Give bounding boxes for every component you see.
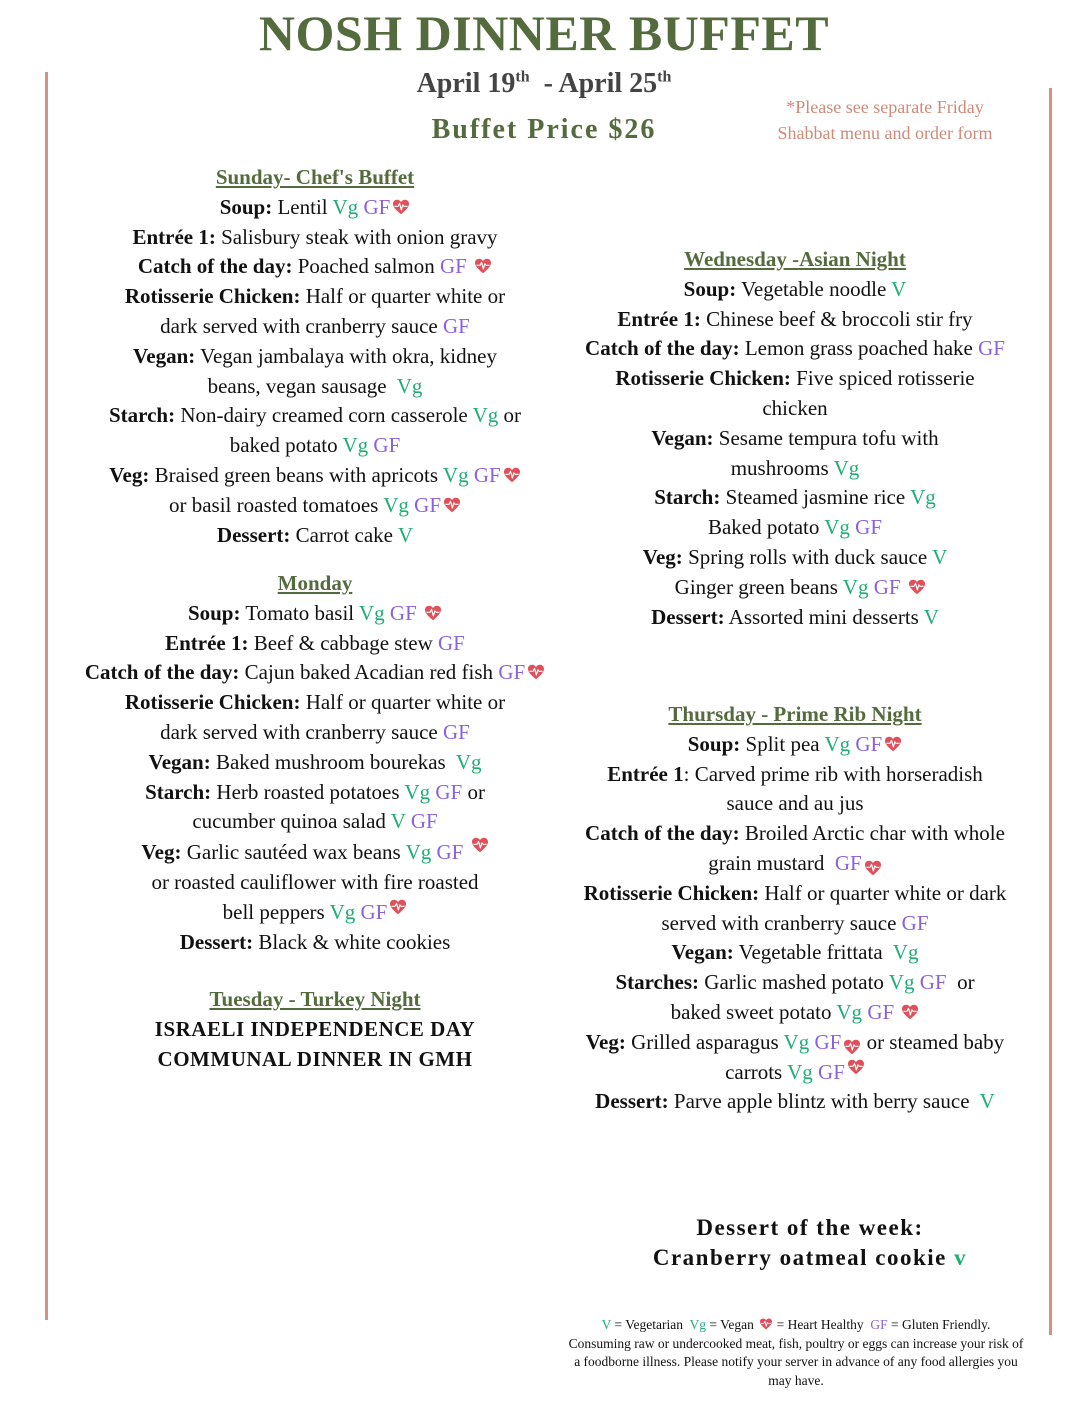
vegetarian-tag: V bbox=[891, 276, 907, 301]
gluten-friendly-tag: GF bbox=[360, 899, 388, 924]
item-label: Veg: bbox=[109, 462, 150, 487]
item-text: dark served with cranberry sauce bbox=[160, 719, 438, 744]
vegan-tag: Vg bbox=[472, 403, 499, 428]
date-end: April 25 bbox=[558, 68, 658, 99]
item-text: Baked potato bbox=[707, 515, 820, 540]
item-text: or bbox=[467, 779, 485, 804]
date-separator: - bbox=[543, 68, 553, 99]
menu-item-dessert bbox=[550, 603, 1040, 633]
dessert-of-week-item: Cranberry oatmeal cookie bbox=[652, 1245, 947, 1270]
menu-item-vegan-cont bbox=[550, 454, 1040, 484]
item-text: Spring rolls with duck sauce bbox=[688, 544, 928, 569]
item-text: dark served with cranberry sauce bbox=[160, 313, 438, 338]
item-text: : Carved prime rib with horseradish bbox=[683, 761, 983, 786]
vegan-tag: Vg bbox=[332, 194, 359, 219]
vegetarian-tag: v bbox=[954, 1245, 968, 1270]
menu-item-starch bbox=[550, 968, 1040, 998]
menu-item-veg-cont bbox=[60, 491, 570, 521]
menu-item-dessert bbox=[60, 928, 570, 958]
heart-healthy-icon bbox=[471, 837, 489, 853]
item-text: Garlic mashed potato bbox=[704, 970, 884, 995]
legend-def: = Vegan bbox=[709, 1317, 754, 1332]
heart-healthy-icon bbox=[392, 199, 410, 215]
item-label: Dessert: bbox=[179, 929, 254, 954]
item-label: Starch: bbox=[108, 403, 176, 428]
vegan-tag: Vg bbox=[404, 779, 431, 804]
item-text: Cajun baked Acadian red fish bbox=[244, 660, 494, 685]
menu-item-entree-cont bbox=[550, 789, 1040, 819]
vegan-tag: Vg bbox=[359, 600, 385, 625]
item-text: Assorted mini desserts bbox=[728, 604, 919, 629]
gluten-friendly-tag: GF bbox=[901, 910, 929, 935]
menu-item-veg-cont bbox=[60, 868, 570, 898]
day-heading: Monday bbox=[277, 571, 353, 595]
menu-item-starch bbox=[550, 483, 1040, 513]
menu-item-veg bbox=[60, 837, 570, 868]
gluten-friendly-tag: GF bbox=[867, 999, 895, 1024]
vegan-tag: Vg bbox=[342, 433, 369, 458]
item-text: Salisbury steak with onion gravy bbox=[221, 224, 498, 249]
vegan-tag: Vg bbox=[396, 373, 423, 398]
item-label: Starch: bbox=[654, 485, 721, 510]
gluten-friendly-tag: GF bbox=[855, 515, 883, 540]
gluten-friendly-tag: GF bbox=[373, 433, 401, 458]
item-label: Entrée 1: bbox=[617, 306, 701, 331]
item-text: or bbox=[503, 403, 522, 428]
item-text: Garlic sautéed wax beans bbox=[186, 840, 401, 865]
buffet-price: Buffet Price $26 bbox=[431, 114, 657, 145]
menu-item-starch-cont bbox=[60, 431, 570, 461]
gluten-friendly-tag: GF bbox=[363, 194, 391, 219]
vegetarian-tag: V bbox=[979, 1089, 995, 1114]
gluten-friendly-tag: GF bbox=[442, 313, 470, 338]
menu-item-starch bbox=[60, 778, 570, 808]
item-label: Catch of the day: bbox=[137, 254, 293, 279]
left-border-rule bbox=[45, 72, 48, 1320]
menu-item-entree bbox=[60, 223, 570, 253]
item-label: Veg: bbox=[642, 544, 683, 569]
item-text: Sesame tempura tofu with bbox=[718, 425, 939, 450]
legend-def: = Heart Healthy bbox=[776, 1317, 864, 1332]
heart-healthy-icon bbox=[864, 860, 882, 876]
gluten-friendly-tag: GF bbox=[978, 336, 1005, 361]
menu-item-soup bbox=[550, 730, 1040, 760]
heart-healthy-icon bbox=[908, 579, 926, 595]
item-label: Starches: bbox=[615, 970, 700, 995]
item-label: Catch of the day: bbox=[585, 821, 740, 846]
item-label: Veg: bbox=[585, 1029, 626, 1054]
item-label: Soup: bbox=[687, 731, 741, 756]
item-label: Veg: bbox=[141, 840, 182, 865]
item-text: sauce and au jus bbox=[726, 791, 864, 816]
gluten-friendly-tag: GF bbox=[435, 779, 463, 804]
item-text: Carrot cake bbox=[295, 522, 394, 547]
item-text: Vegetable frittata bbox=[738, 940, 883, 965]
heart-healthy-icon bbox=[474, 258, 492, 274]
item-label: Rotisserie Chicken: bbox=[124, 284, 301, 309]
heart-healthy-icon bbox=[527, 664, 545, 680]
item-text: Parve apple blintz with berry sauce bbox=[673, 1089, 970, 1114]
menu-item-catch bbox=[550, 819, 1040, 849]
item-text: mushrooms bbox=[730, 455, 829, 480]
menu-item-chicken bbox=[60, 688, 570, 718]
item-text: baked potato bbox=[229, 433, 338, 458]
item-text: or basil roasted tomatoes bbox=[168, 492, 379, 517]
menu-item-veg-cont bbox=[60, 898, 570, 928]
menu-item-catch bbox=[60, 252, 570, 282]
menu-item-vegan bbox=[550, 424, 1040, 454]
gluten-friendly-tag: GF bbox=[818, 1059, 845, 1084]
menu-item-vegan bbox=[60, 748, 570, 778]
date-end-suffix: th bbox=[657, 68, 672, 86]
day-heading: Wednesday -Asian Night bbox=[684, 247, 906, 271]
vegan-tag: Vg bbox=[824, 731, 851, 756]
menu-item-vegan bbox=[550, 938, 1040, 968]
item-text: Herb roasted potatoes bbox=[216, 779, 400, 804]
item-label: Vegan: bbox=[148, 749, 211, 774]
menu-item-veg bbox=[60, 461, 570, 491]
vegan-tag: Vg bbox=[455, 749, 482, 774]
vegan-tag: Vg bbox=[442, 462, 469, 487]
gluten-friendly-tag: GF bbox=[498, 660, 526, 685]
gluten-friendly-tag: GF bbox=[442, 719, 470, 744]
item-label: Dessert: bbox=[595, 1089, 669, 1114]
gluten-friendly-tag: GF bbox=[814, 1029, 842, 1054]
item-text: or steamed baby bbox=[866, 1029, 1005, 1054]
item-label: Starch: bbox=[145, 779, 212, 804]
item-text: Poached salmon bbox=[297, 254, 435, 279]
shabbat-note-line: *Please see separate Friday bbox=[786, 97, 984, 117]
vegan-tag: Vg bbox=[383, 492, 409, 517]
menu-item-vegan bbox=[60, 342, 570, 372]
gluten-friendly-tag: GF bbox=[414, 492, 442, 517]
menu-item-catch bbox=[60, 658, 570, 688]
allergy-disclaimer: Consuming raw or undercooked meat, fish, poultry or eggs can increase your risk of a foodborne illness. Please notify your server in advance of any food allergies you may have. bbox=[568, 1335, 1024, 1388]
menu-item-chicken-cont bbox=[60, 718, 570, 748]
gluten-friendly-tag: GF bbox=[870, 1317, 888, 1332]
item-label: Soup: bbox=[219, 194, 273, 219]
item-text: Lentil bbox=[277, 194, 328, 219]
gluten-friendly-tag: GF bbox=[919, 970, 947, 995]
heart-healthy-icon bbox=[503, 467, 521, 483]
menu-item-chicken bbox=[550, 879, 1040, 909]
item-text: Broiled Arctic char with whole bbox=[744, 821, 1005, 846]
item-text: baked sweet potato bbox=[670, 999, 832, 1024]
menu-item-dessert bbox=[60, 521, 570, 551]
vegan-tag: Vg bbox=[405, 840, 432, 865]
vegan-tag: Vg bbox=[836, 999, 863, 1024]
vegetarian-tag: V bbox=[923, 604, 939, 629]
item-text: Black & white cookies bbox=[258, 929, 451, 954]
menu-item-veg bbox=[550, 543, 1040, 573]
item-text: Steamed jasmine rice bbox=[725, 485, 906, 510]
vegan-tag: Vg bbox=[888, 970, 915, 995]
menu-item-entree bbox=[60, 629, 570, 659]
vegan-tag: Vg bbox=[833, 455, 860, 480]
heart-healthy-icon bbox=[389, 899, 407, 915]
item-text: or roasted cauliflower with fire roasted bbox=[151, 869, 479, 894]
shabbat-note bbox=[735, 94, 1035, 146]
heart-healthy-icon bbox=[443, 497, 461, 513]
gluten-friendly-tag: GF bbox=[873, 574, 901, 599]
item-text: Grilled asparagus bbox=[631, 1029, 779, 1054]
menu-item-entree bbox=[550, 760, 1040, 790]
item-label: Vegan: bbox=[651, 425, 714, 450]
dessert-of-the-week bbox=[580, 1213, 1040, 1273]
menu-item-soup bbox=[60, 193, 570, 223]
item-text: Braised green beans with apricots bbox=[154, 462, 439, 487]
gluten-friendly-tag: GF bbox=[389, 600, 417, 625]
item-text: Half or quarter white or bbox=[305, 690, 506, 715]
vegan-tag: Vg bbox=[787, 1059, 813, 1084]
menu-title: NOSH DINNER BUFFET bbox=[258, 5, 830, 61]
item-label: Entrée 1: bbox=[132, 224, 216, 249]
vegetarian-tag: V bbox=[601, 1317, 612, 1332]
menu-item-veg-cont bbox=[550, 573, 1040, 603]
item-text: Vegetable noodle bbox=[741, 276, 887, 301]
item-text: or bbox=[957, 970, 975, 995]
tuesday-note: COMMUNAL DINNER IN GMH bbox=[157, 1046, 473, 1071]
item-text: Lemon grass poached hake bbox=[744, 336, 973, 361]
item-text: Vegan jambalaya with okra, kidney bbox=[200, 343, 497, 368]
item-text: bell peppers bbox=[222, 899, 325, 924]
dessert-of-week-item-line bbox=[580, 1243, 1040, 1273]
heart-healthy-icon bbox=[847, 1059, 865, 1075]
menu-item-starch bbox=[60, 401, 570, 431]
item-label: Rotisserie Chicken: bbox=[615, 366, 791, 391]
vegetarian-tag: V bbox=[390, 809, 406, 834]
heart-healthy-icon bbox=[424, 605, 442, 621]
item-label: Rotisserie Chicken: bbox=[583, 880, 760, 905]
wednesday-menu bbox=[550, 245, 1040, 632]
gluten-friendly-tag: GF bbox=[410, 809, 438, 834]
thursday-menu bbox=[550, 700, 1040, 1117]
heart-healthy-icon bbox=[843, 1039, 861, 1055]
tuesday-note: ISRAELI INDEPENDENCE DAY bbox=[154, 1016, 476, 1041]
heart-healthy-icon bbox=[759, 1318, 773, 1330]
legend-def: = Gluten Friendly. bbox=[891, 1317, 991, 1332]
tuesday-menu bbox=[90, 985, 540, 1074]
item-text: grain mustard bbox=[708, 850, 825, 875]
vegetarian-tag: V bbox=[397, 522, 414, 547]
gluten-friendly-tag: GF bbox=[473, 462, 501, 487]
item-text: Ginger green beans bbox=[674, 574, 838, 599]
item-text: Baked mushroom bourekas bbox=[215, 749, 446, 774]
item-label: Catch of the day: bbox=[585, 336, 740, 361]
gluten-friendly-tag: GF bbox=[440, 254, 467, 279]
monday-menu bbox=[60, 569, 570, 957]
day-heading: Thursday - Prime Rib Night bbox=[668, 702, 922, 726]
item-label: Vegan: bbox=[133, 343, 196, 368]
item-label: Dessert: bbox=[216, 522, 291, 547]
item-label: Catch of the day: bbox=[84, 660, 240, 685]
vegan-tag: Vg bbox=[910, 485, 936, 510]
menu-item-entree bbox=[550, 305, 1040, 335]
item-text: Split pea bbox=[745, 731, 820, 756]
item-label: Vegan: bbox=[671, 940, 734, 965]
gluten-friendly-tag: GF bbox=[436, 840, 464, 865]
item-text: Half or quarter white or dark bbox=[764, 880, 1007, 905]
menu-item-chicken-cont bbox=[60, 312, 570, 342]
menu-item-soup bbox=[60, 599, 570, 629]
vegan-tag: Vg bbox=[892, 940, 919, 965]
menu-item-starch-cont bbox=[550, 513, 1040, 543]
day-heading: Tuesday - Turkey Night bbox=[209, 987, 421, 1011]
legend-def: = Vegetarian bbox=[614, 1317, 683, 1332]
legend-line bbox=[565, 1316, 1027, 1335]
day-heading: Sunday- Chef's Buffet bbox=[215, 165, 415, 189]
menu-item-veg-cont bbox=[550, 1058, 1040, 1088]
menu-item-chicken-cont bbox=[550, 909, 1040, 939]
item-label: Rotisserie Chicken: bbox=[124, 690, 301, 715]
menu-item-starch-cont bbox=[550, 998, 1040, 1028]
heart-healthy-icon bbox=[884, 736, 902, 752]
item-text: carrots bbox=[725, 1059, 783, 1084]
vegan-tag: Vg bbox=[689, 1317, 706, 1332]
menu-item-catch-cont bbox=[550, 849, 1040, 879]
right-border-rule bbox=[1049, 88, 1052, 1335]
menu-item-veg bbox=[550, 1028, 1040, 1058]
item-text: Five spiced rotisserie bbox=[796, 366, 975, 391]
vegan-tag: Vg bbox=[783, 1029, 810, 1054]
vegan-tag: Vg bbox=[824, 515, 850, 540]
date-start-suffix: th bbox=[515, 68, 530, 86]
gluten-friendly-tag: GF bbox=[438, 630, 465, 655]
item-label: Entrée 1: bbox=[165, 630, 249, 655]
vegan-tag: Vg bbox=[842, 574, 869, 599]
heart-healthy-icon bbox=[901, 1004, 919, 1020]
menu-item-soup bbox=[550, 275, 1040, 305]
item-text: Non-dairy creamed corn casserole bbox=[180, 403, 468, 428]
item-label: Dessert: bbox=[651, 604, 725, 629]
item-text: Beef & cabbage stew bbox=[253, 630, 433, 655]
item-label: Soup: bbox=[683, 276, 737, 301]
menu-item-vegan-cont bbox=[60, 372, 570, 402]
menu-item-chicken bbox=[550, 364, 1040, 394]
item-text: chicken bbox=[762, 395, 828, 420]
sunday-menu bbox=[60, 163, 570, 550]
item-text: cucumber quinoa salad bbox=[192, 809, 386, 834]
gluten-friendly-tag: GF bbox=[855, 731, 883, 756]
menu-item-dessert bbox=[550, 1087, 1040, 1117]
gluten-friendly-tag: GF bbox=[834, 850, 862, 875]
item-label: Entrée 1 bbox=[607, 761, 684, 786]
item-text: Half or quarter white or bbox=[305, 284, 506, 309]
shabbat-note-line: Shabbat menu and order form bbox=[777, 123, 993, 143]
dessert-of-week-label: Dessert of the week: bbox=[696, 1215, 924, 1240]
legend-and-disclaimer bbox=[565, 1316, 1027, 1390]
menu-item-chicken bbox=[60, 282, 570, 312]
item-label: Soup: bbox=[187, 600, 241, 625]
item-text: Tomato basil bbox=[245, 600, 355, 625]
menu-item-catch bbox=[550, 334, 1040, 364]
item-text: beans, vegan sausage bbox=[207, 373, 387, 398]
date-start: April 19 bbox=[416, 68, 516, 99]
vegan-tag: Vg bbox=[329, 899, 356, 924]
menu-item-starch-cont bbox=[60, 807, 570, 837]
vegetarian-tag: V bbox=[932, 544, 948, 569]
item-text: served with cranberry sauce bbox=[661, 910, 897, 935]
item-text: Chinese beef & broccoli stir fry bbox=[706, 306, 973, 331]
menu-item-chicken-cont bbox=[550, 394, 1040, 424]
